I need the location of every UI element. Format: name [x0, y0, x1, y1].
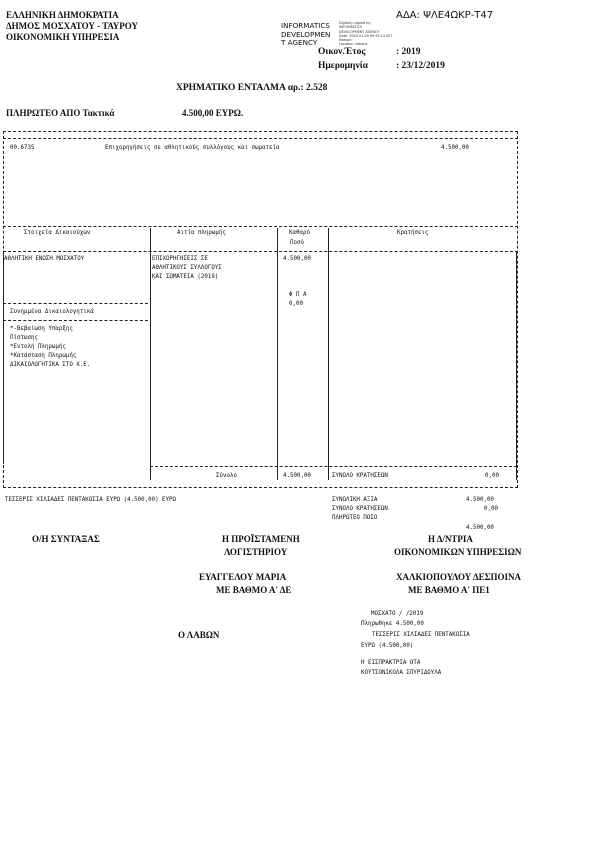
payment-amount: 4.500,00 ΕΥΡΩ.	[182, 108, 244, 118]
document-title: ΧΡΗΜΑΤΙΚΟ ΕΝΤΑΛΜΑ αρ.: 2.528	[176, 83, 328, 93]
receiver-title: Ο ΛΑΒΩΝ	[178, 630, 220, 640]
director-title: Η Δ/ΝΤΡΙΑ	[428, 534, 473, 544]
column-separator	[277, 228, 278, 480]
accounting-head-title: Η ΠΡΟΪΣΤΑΜΕΝΗ	[222, 534, 300, 544]
receipt-paid: Πληρωθηκε 4.500,00	[361, 621, 424, 627]
cashier-name: ΚΟΥΤΣΟΝΙΚΟΛΑ ΣΠΥΡΙΔΟΥΛΑ	[361, 670, 442, 676]
logo-line: DEVELOPMEN	[281, 29, 331, 39]
net-amount: 4.500,00	[283, 256, 311, 262]
attachments-divider	[3, 303, 148, 304]
deductions-total-value: 0,00	[485, 473, 499, 479]
summary-label: ΠΛΗΡΩΤΕΟ ΠΟΣΟ	[332, 515, 378, 521]
ada-code: ΑΔΑ: ΨΛΕ4ΩΚΡ-Τ47	[396, 10, 494, 21]
total-label: Σύνολο	[216, 473, 237, 479]
vat-label: Φ Π Α	[289, 292, 307, 298]
column-separator	[516, 251, 517, 480]
box-top-border	[3, 131, 518, 132]
summary-value: 4.500,00	[466, 497, 494, 503]
attachment-item: Πίστωσης	[10, 335, 38, 341]
payment-source: ΠΛΗΡΩΤΕΟ ΑΠΟ Τακτικά	[6, 108, 115, 118]
receipt-words-2: ΕΥΡΩ (4.500,00)	[361, 643, 414, 649]
cashier-title: Η ΕΙΣΠΡΑΚΤΡΙΑ ΟΤΑ	[361, 660, 421, 666]
code-row-top	[3, 138, 518, 139]
table-header-bottom	[3, 251, 518, 252]
logo-line: T AGENCY	[281, 38, 318, 47]
budget-code: 00.6735	[10, 145, 35, 151]
column-separator	[328, 228, 329, 480]
logo-line: INFORMATICS	[281, 21, 330, 30]
amount-in-words: ΤΕΣΣΕΡΙΣ ΧΙΛΙΑΔΕΣ ΠΕΝΤΑΚΟΣΙΑ ΕΥΡΩ (4.500,00) ΕΥΡΩ	[5, 497, 177, 503]
header-deductions: Κρατήσεις	[397, 230, 429, 236]
box-right-border	[517, 131, 518, 488]
summary-value: 0,00	[484, 506, 498, 512]
receipt-place-date: ΜΟΣΧΑΤΟ / /2019	[371, 611, 424, 617]
director-grade: ΜΕ ΒΑΘΜΟ Α' ΠΕ1	[408, 585, 490, 595]
attachment-item: *Κατάσταση Πληρωμής	[10, 353, 77, 359]
attachment-item: *-Βεβαίωση Υπαρξης	[10, 326, 73, 332]
attachment-item: *Εντολή Πληρωμής	[10, 344, 66, 350]
header-net-line2: Ποσό	[290, 240, 304, 246]
accounting-head-name: ΕΥΑΓΓΕΛΟΥ ΜΑΡΙΑ	[199, 572, 287, 582]
director-title-2: ΟΙΚΟΝΟΜΙΚΩΝ ΥΠΗΡΕΣΙΩΝ	[394, 547, 522, 557]
vat-value: 0,00	[289, 301, 303, 307]
attachment-item: ΔΙΚΑΙΟΛΟΓΗΤΙΚΑ ΣΤΟ Χ.Ε.	[10, 362, 91, 368]
date-value: : 23/12/2019	[396, 61, 445, 71]
header-line-3: ΟΙΚΟΝΟΜΙΚΗ ΥΠΗΡΕΣΙΑ	[6, 32, 120, 42]
summary-label: ΣΥΝΟΛΟ ΚΡΑΤΗΣΕΩΝ	[332, 506, 388, 512]
year-label: Οικον.Έτος	[318, 47, 366, 57]
header-line-2: ΔΗΜΟΣ ΜΟΣΧΑΤΟΥ - ΤΑΥΡΟΥ	[6, 21, 138, 31]
composer-title: Ο/Η ΣΥΝΤΑΞΑΣ	[32, 534, 100, 544]
column-separator	[150, 228, 151, 480]
date-label: Ημερομηνία	[318, 61, 368, 71]
header-creditor: Στοιχεία Δικαιούχων	[24, 230, 91, 236]
deductions-total-label: ΣΥΝΟΛΟ ΚΡΑΤΗΣΕΩΝ	[332, 473, 388, 479]
table-header-top	[3, 226, 518, 227]
director-name: ΧΑΛΚΙΟΠΟΥΛΟΥ ΔΕΣΠΟΙΝΑ	[396, 572, 521, 582]
reason-line: ΕΠΙΧΟΡΗΓΗΣΕΙΣ ΣΕ	[152, 256, 208, 262]
totals-row-top	[150, 466, 517, 467]
summary-label: ΣΥΝΟΛΙΚΗ ΑΞΙΑ	[332, 497, 378, 503]
reason-line: ΑΘΛΗΤΙΚΟΥΣ ΣΥΛΛΟΓΟΥΣ	[152, 265, 222, 271]
attachments-label: Συνημμένα Δικαιολογητικά	[10, 309, 94, 315]
accounting-head-grade: ΜΕ ΒΑΘΜΟ Α' ΔΕ	[216, 585, 292, 595]
header-reason: Αιτία πληρωμής	[177, 230, 226, 236]
attachments-divider	[3, 320, 148, 321]
summary-value: 4.500,00	[466, 525, 494, 531]
creditor-name: ΑΘΛΗΤΙΚΗ ΕΝΩΣΗ ΜΟΣΧΑΤΟΥ	[4, 256, 85, 262]
budget-description: Επιχορηγήσεις σε αθλητικούς συλλόγους και σωματεία	[105, 145, 280, 151]
receipt-words: ΤΕΣΣΕΡΙΣ ΧΙΛΙΑΔΕΣ ΠΕΝΤΑΚΟΣΙΑ	[372, 632, 470, 638]
header-line-1: ΕΛΛΗΝΙΚΗ ΔΗΜΟΚΡΑΤΙΑ	[6, 10, 119, 20]
budget-amount: 4.500,00	[441, 145, 469, 151]
header-net-line1: Καθαρό	[289, 230, 310, 236]
reason-line: ΚΑΙ ΣΩΜΑΤΕΙΑ (2019)	[152, 274, 219, 280]
column-separator	[3, 251, 4, 464]
signature-stamp: Digitally signed by INFORMATICS DEVELOPMENT AGENCY Date: 2020.01.09 09:55:14 EET Reason: Location: Athens	[339, 21, 393, 47]
total-amount: 4.500,00	[283, 473, 311, 479]
year-value: : 2019	[396, 47, 421, 57]
accounting-head-title-2: ΛΟΓΙΣΤΗΡΙΟΥ	[224, 547, 288, 557]
box-bottom-border	[3, 487, 518, 488]
